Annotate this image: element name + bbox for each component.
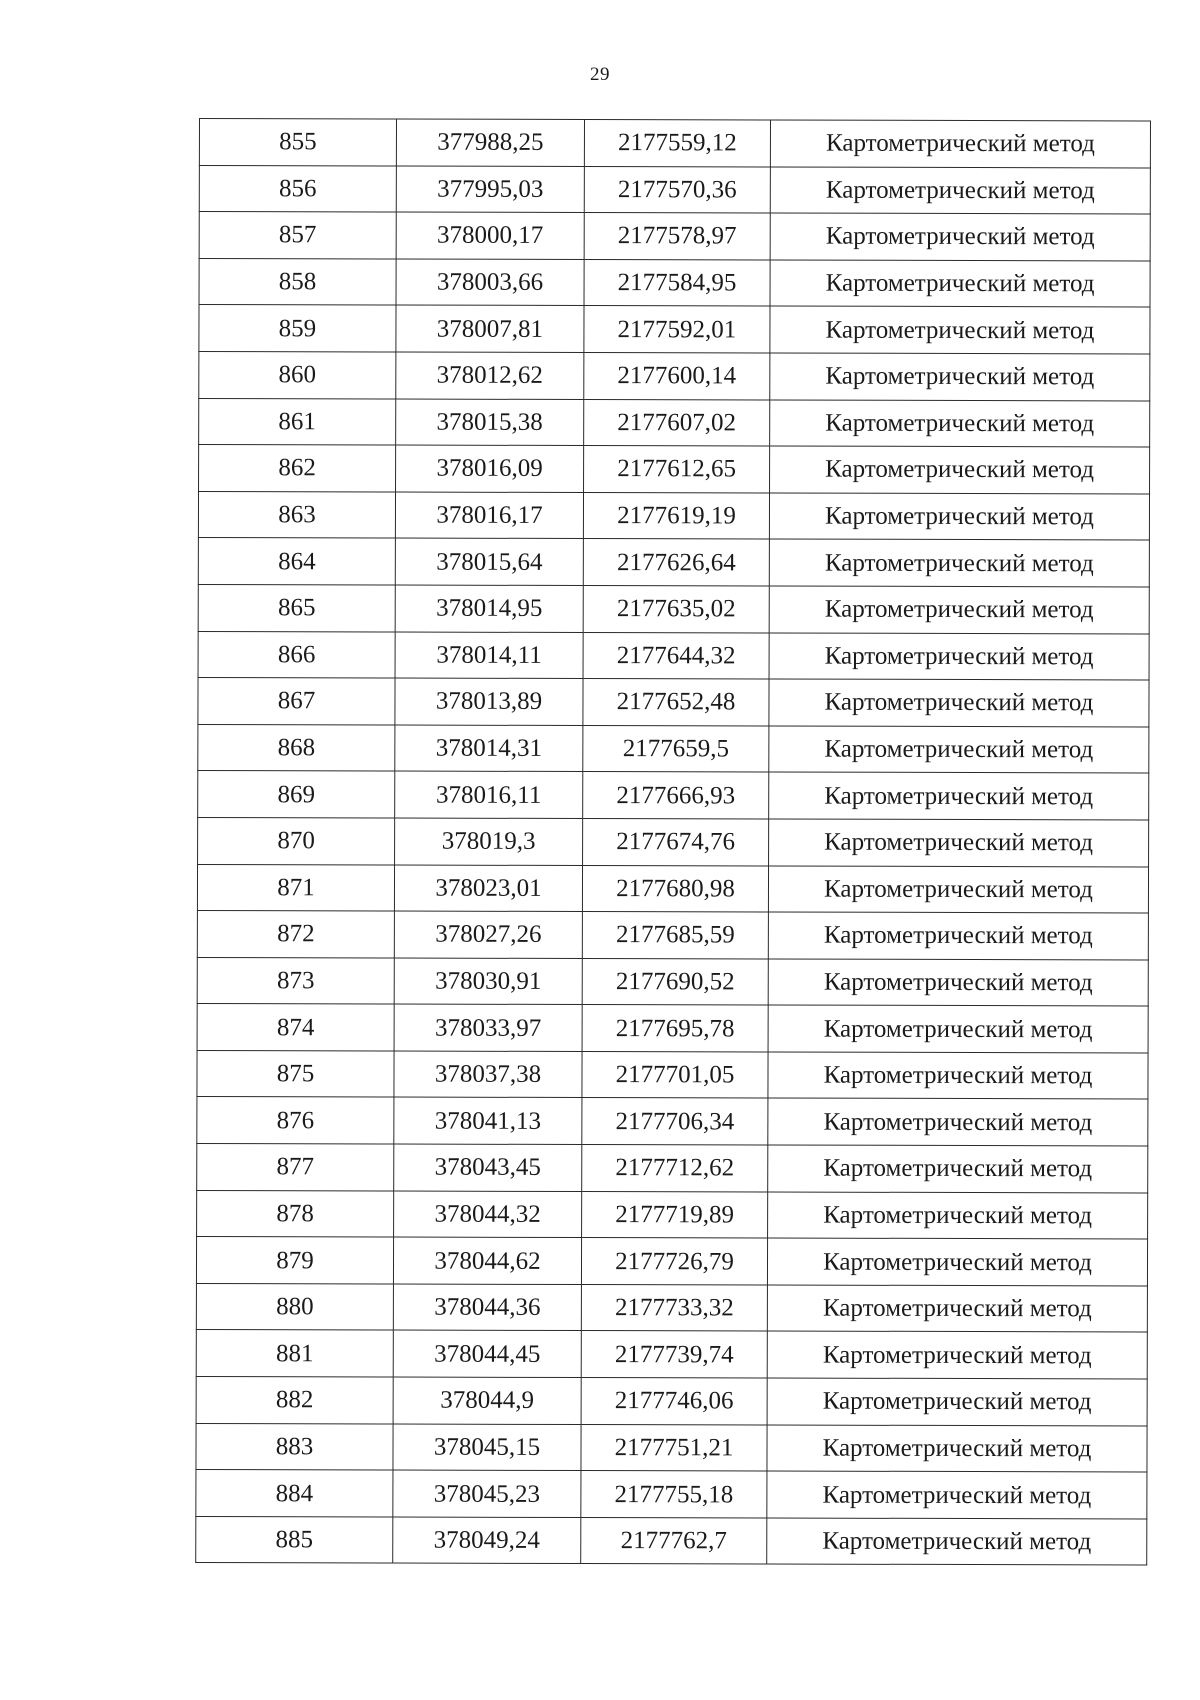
y-coordinate-cell: 2177578,97: [584, 213, 770, 260]
point-number-cell: 875: [197, 1050, 394, 1097]
x-coordinate-cell: 378007,81: [396, 305, 584, 352]
point-number-cell: 869: [198, 771, 395, 818]
method-cell: Картометрический метод: [769, 586, 1149, 634]
table-row: [198, 538, 1149, 587]
y-coordinate-cell: 2177755,18: [581, 1471, 767, 1518]
x-coordinate-cell: 378014,11: [395, 632, 583, 679]
table-row: [197, 911, 1148, 960]
y-coordinate-cell: 2177680,98: [582, 865, 768, 912]
y-coordinate-cell: 2177559,12: [584, 120, 770, 167]
method-cell: Картометрический метод: [770, 446, 1150, 494]
point-number-cell: 876: [197, 1097, 394, 1144]
table-row: [198, 678, 1149, 727]
method-cell: Картометрический метод: [769, 633, 1149, 681]
method-cell: Картометрический метод: [767, 1238, 1147, 1286]
method-cell: Картометрический метод: [768, 1145, 1148, 1193]
table-row: [198, 584, 1149, 633]
point-number-cell: 879: [196, 1237, 393, 1284]
y-coordinate-cell: 2177712,62: [582, 1145, 768, 1192]
method-cell: Картометрический метод: [767, 1518, 1147, 1566]
point-number-cell: 856: [199, 165, 396, 212]
x-coordinate-cell: 378013,89: [395, 678, 583, 725]
table-row: [198, 771, 1149, 820]
point-number-cell: 870: [198, 817, 395, 864]
y-coordinate-cell: 2177739,74: [581, 1331, 767, 1378]
method-cell: Картометрический метод: [769, 539, 1149, 587]
y-coordinate-cell: 2177666,93: [583, 772, 769, 819]
y-coordinate-cell: 2177695,78: [582, 1005, 768, 1052]
point-number-cell: 860: [199, 351, 396, 398]
point-number-cell: 880: [196, 1283, 393, 1330]
x-coordinate-cell: 378045,15: [393, 1424, 581, 1471]
method-cell: Картометрический метод: [770, 306, 1150, 354]
method-cell: Картометрический метод: [767, 1425, 1147, 1473]
x-coordinate-cell: 378030,91: [394, 958, 582, 1005]
y-coordinate-cell: 2177719,89: [582, 1191, 768, 1238]
point-number-cell: 873: [197, 957, 394, 1004]
y-coordinate-cell: 2177659,5: [583, 725, 769, 772]
point-number-cell: 878: [197, 1190, 394, 1237]
y-coordinate-cell: 2177635,02: [583, 585, 769, 632]
y-coordinate-cell: 2177746,06: [581, 1378, 767, 1425]
method-cell: Картометрический метод: [770, 120, 1150, 168]
table-row: [196, 1377, 1147, 1426]
x-coordinate-cell: 378000,17: [396, 212, 584, 259]
x-coordinate-cell: 378023,01: [394, 865, 582, 912]
method-cell: Картометрический метод: [769, 679, 1149, 727]
table-row: [199, 351, 1150, 400]
table-row: [198, 817, 1149, 866]
method-cell: Картометрический метод: [768, 959, 1148, 1007]
point-number-cell: 859: [199, 305, 396, 352]
x-coordinate-cell: 378012,62: [396, 352, 584, 399]
x-coordinate-cell: 378016,17: [395, 492, 583, 539]
table-row: [197, 1004, 1148, 1053]
point-number-cell: 884: [196, 1470, 393, 1517]
table-row: [196, 1283, 1147, 1332]
y-coordinate-cell: 2177674,76: [583, 818, 769, 865]
table-row: [199, 398, 1150, 447]
y-coordinate-cell: 2177701,05: [582, 1051, 768, 1098]
point-number-cell: 877: [197, 1144, 394, 1191]
x-coordinate-cell: 377995,03: [396, 166, 584, 213]
x-coordinate-cell: 378045,23: [393, 1470, 581, 1517]
method-cell: Картометрический метод: [767, 1331, 1147, 1379]
y-coordinate-cell: 2177600,14: [584, 352, 770, 399]
y-coordinate-cell: 2177592,01: [584, 306, 770, 353]
method-cell: Картометрический метод: [769, 772, 1149, 820]
x-coordinate-cell: 378016,11: [395, 771, 583, 818]
method-cell: Картометрический метод: [767, 1378, 1147, 1426]
table-row: [199, 305, 1150, 354]
table-row: [196, 1423, 1147, 1472]
table-row: [199, 165, 1150, 214]
method-cell: Картометрический метод: [769, 819, 1149, 867]
point-number-cell: 872: [197, 911, 394, 958]
method-cell: Картометрический метод: [770, 260, 1150, 308]
table-row: [196, 1470, 1147, 1519]
coordinates-table: [195, 118, 1151, 1566]
y-coordinate-cell: 2177612,65: [584, 446, 770, 493]
method-cell: Картометрический метод: [767, 1285, 1147, 1333]
point-number-cell: 882: [196, 1377, 393, 1424]
x-coordinate-cell: 378014,95: [395, 585, 583, 632]
table-row: [197, 1050, 1148, 1099]
point-number-cell: 861: [199, 398, 396, 445]
x-coordinate-cell: 378044,62: [393, 1237, 581, 1284]
x-coordinate-cell: 378019,3: [395, 818, 583, 865]
method-cell: Картометрический метод: [768, 865, 1148, 913]
point-number-cell: 874: [197, 1004, 394, 1051]
x-coordinate-cell: 378016,09: [396, 445, 584, 492]
y-coordinate-cell: 2177607,02: [584, 399, 770, 446]
x-coordinate-cell: 378003,66: [396, 259, 584, 306]
y-coordinate-cell: 2177762,7: [581, 1517, 767, 1564]
point-number-cell: 864: [198, 538, 395, 585]
method-cell: Картометрический метод: [770, 353, 1150, 401]
x-coordinate-cell: 378044,36: [393, 1284, 581, 1331]
y-coordinate-cell: 2177652,48: [583, 679, 769, 726]
x-coordinate-cell: 378049,24: [393, 1517, 581, 1564]
point-number-cell: 858: [199, 258, 396, 305]
method-cell: Картометрический метод: [768, 912, 1148, 960]
table-row: [197, 1144, 1148, 1193]
table-row: [198, 724, 1149, 773]
x-coordinate-cell: 378027,26: [394, 911, 582, 958]
y-coordinate-cell: 2177733,32: [581, 1284, 767, 1331]
point-number-cell: 866: [198, 631, 395, 678]
point-number-cell: 867: [198, 678, 395, 725]
point-number-cell: 857: [199, 212, 396, 259]
y-coordinate-cell: 2177706,34: [582, 1098, 768, 1145]
table-row: [196, 1330, 1147, 1379]
y-coordinate-cell: 2177644,32: [583, 632, 769, 679]
table-row: [196, 1516, 1147, 1565]
point-number-cell: 865: [198, 584, 395, 631]
table-row: [198, 491, 1149, 540]
x-coordinate-cell: 378037,38: [394, 1051, 582, 1098]
method-cell: Картометрический метод: [767, 1471, 1147, 1519]
method-cell: Картометрический метод: [768, 1052, 1148, 1100]
method-cell: Картометрический метод: [770, 167, 1150, 215]
y-coordinate-cell: 2177685,59: [582, 912, 768, 959]
y-coordinate-cell: 2177751,21: [581, 1424, 767, 1471]
table-row: [198, 631, 1149, 680]
point-number-cell: 862: [199, 445, 396, 492]
x-coordinate-cell: 378015,38: [396, 399, 584, 446]
method-cell: Картометрический метод: [768, 1005, 1148, 1053]
method-cell: Картометрический метод: [768, 1192, 1148, 1240]
point-number-cell: 885: [196, 1516, 393, 1563]
method-cell: Картометрический метод: [769, 493, 1149, 541]
x-coordinate-cell: 378033,97: [394, 1004, 582, 1051]
page-number: 29: [590, 64, 610, 85]
y-coordinate-cell: 2177690,52: [582, 958, 768, 1005]
table-body: [196, 119, 1151, 1566]
y-coordinate-cell: 2177626,64: [583, 539, 769, 586]
table-row: [197, 957, 1148, 1006]
x-coordinate-cell: 378041,13: [394, 1097, 582, 1144]
table-row: [199, 445, 1150, 494]
table-row: [197, 1097, 1148, 1146]
y-coordinate-cell: 2177570,36: [584, 166, 770, 213]
y-coordinate-cell: 2177584,95: [584, 259, 770, 306]
point-number-cell: 871: [197, 864, 394, 911]
x-coordinate-cell: 378043,45: [394, 1144, 582, 1191]
method-cell: Картометрический метод: [770, 213, 1150, 261]
x-coordinate-cell: 378014,31: [395, 725, 583, 772]
point-number-cell: 868: [198, 724, 395, 771]
table-row: [197, 864, 1148, 913]
x-coordinate-cell: 378044,9: [393, 1377, 581, 1424]
y-coordinate-cell: 2177726,79: [581, 1238, 767, 1285]
table-row: [196, 1237, 1147, 1286]
x-coordinate-cell: 378044,32: [394, 1191, 582, 1238]
point-number-cell: 883: [196, 1423, 393, 1470]
table-row: [199, 119, 1150, 168]
point-number-cell: 863: [198, 491, 395, 538]
point-number-cell: 881: [196, 1330, 393, 1377]
method-cell: Картометрический метод: [769, 726, 1149, 774]
x-coordinate-cell: 377988,25: [396, 119, 584, 166]
table-row: [199, 258, 1150, 307]
table-row: [197, 1190, 1148, 1239]
x-coordinate-cell: 378015,64: [395, 538, 583, 585]
point-number-cell: 855: [199, 119, 396, 166]
table-row: [199, 212, 1150, 261]
x-coordinate-cell: 378044,45: [393, 1330, 581, 1377]
method-cell: Картометрический метод: [770, 400, 1150, 448]
y-coordinate-cell: 2177619,19: [583, 492, 769, 539]
method-cell: Картометрический метод: [768, 1098, 1148, 1146]
